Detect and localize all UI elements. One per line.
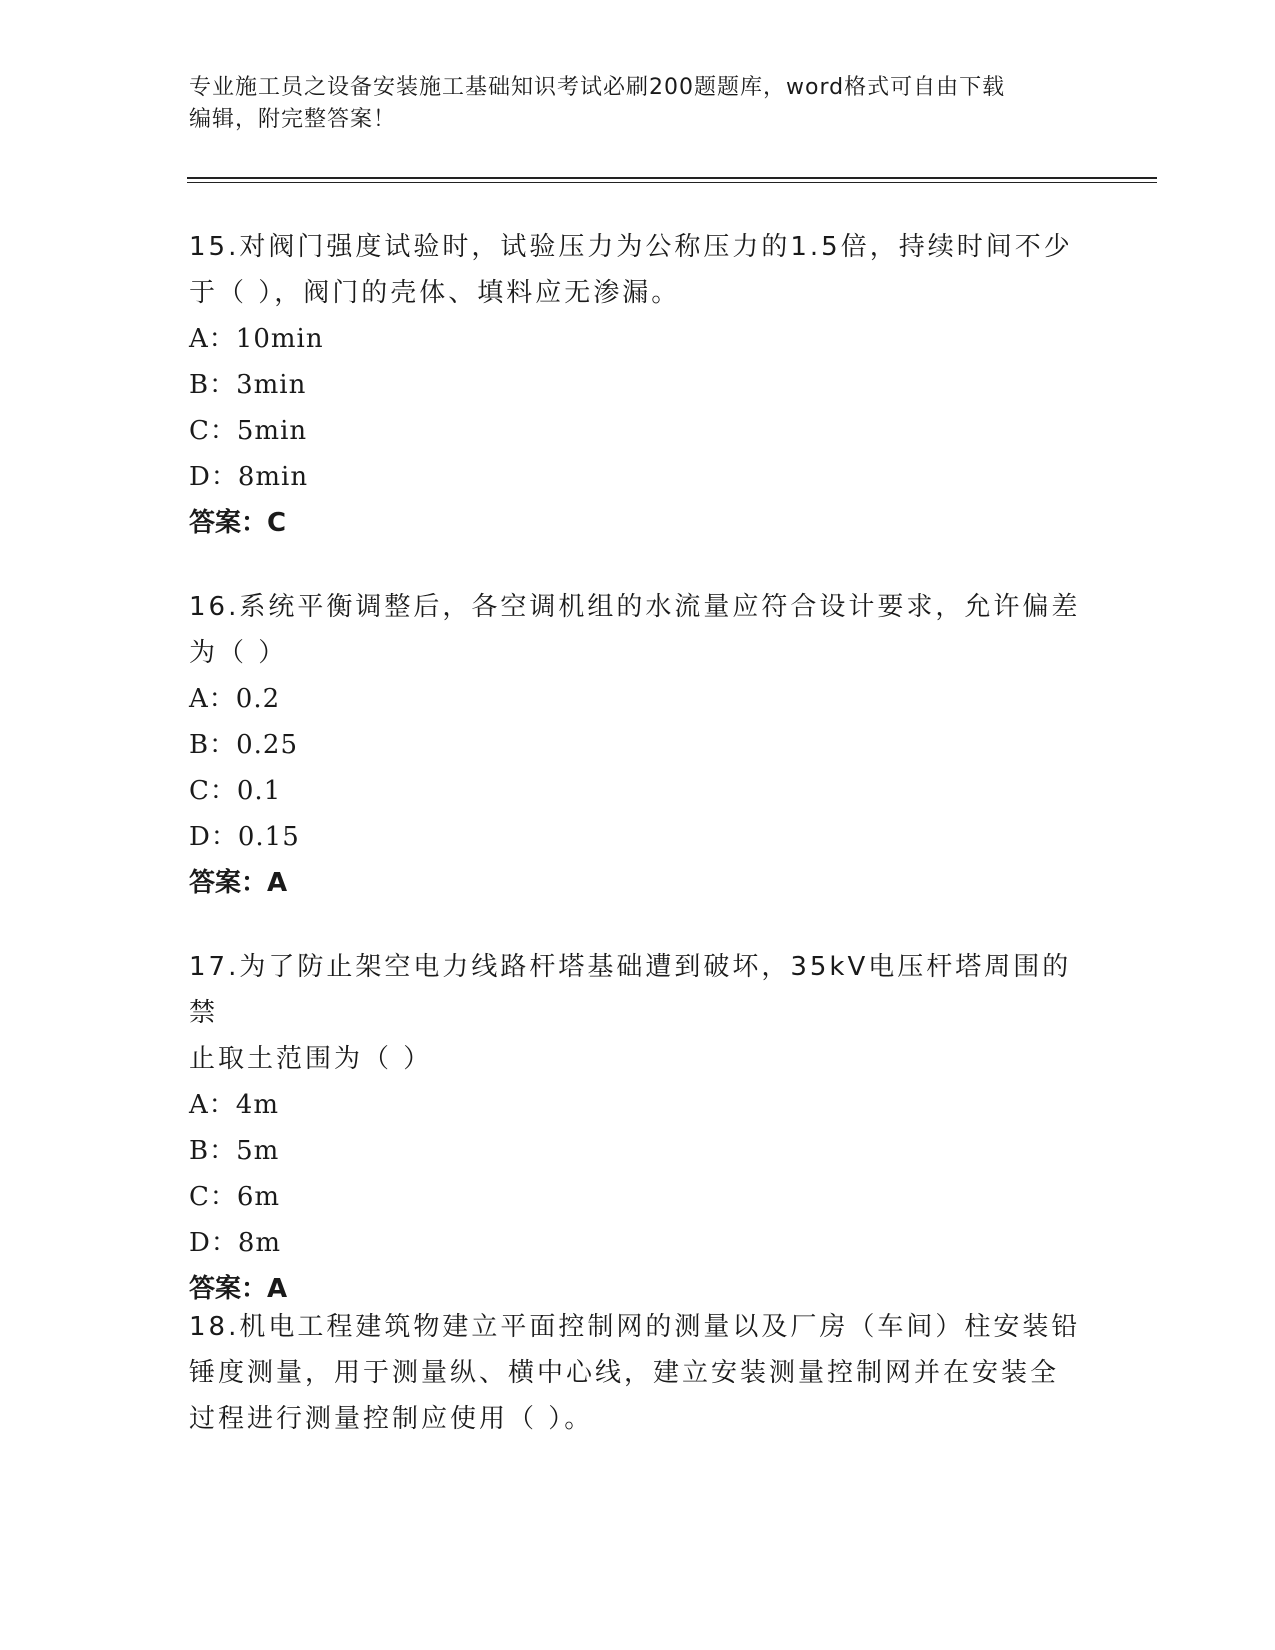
- question-stem-line: 18.机电工程建筑物建立平面控制网的测量以及厂房（车间）柱安装铅: [189, 1312, 1081, 1342]
- option-a: A：0.2: [189, 684, 281, 714]
- option-a: A：10min: [189, 324, 324, 354]
- option-b: B：0.25: [189, 730, 298, 760]
- question-15: [189, 224, 1089, 546]
- question-stem-line: 为（ ）: [189, 638, 288, 668]
- option-c: C：6m: [189, 1182, 281, 1212]
- option-a: A：4m: [189, 1090, 279, 1120]
- question-18: [189, 1304, 1089, 1442]
- question-stem-line: 15.对阀门强度试验时，试验压力为公称压力的1.5倍，持续时间不少: [189, 232, 1073, 262]
- option-b: B：5m: [189, 1136, 280, 1166]
- option-b: B：3min: [189, 370, 307, 400]
- header-title-line-1: 专业施工员之设备安装施工基础知识考试必刷200题题库，word格式可自由下载: [189, 75, 1006, 100]
- question-stem-line: 16.系统平衡调整后，各空调机组的水流量应符合设计要求，允许偏差: [189, 592, 1081, 622]
- option-d: D：0.15: [189, 822, 300, 852]
- question-stem-line: 17.为了防止架空电力线路杆塔基础遭到破坏，35kV电压杆塔周围的禁: [189, 952, 1072, 1028]
- option-c: C：5min: [189, 416, 308, 446]
- header-divider-thin: [187, 182, 1157, 183]
- answer: 答案：A: [189, 868, 288, 898]
- question-17: [189, 944, 1089, 1312]
- question-16: [189, 584, 1089, 906]
- option-d: D：8min: [189, 462, 309, 492]
- header-title-line-2: 编辑，附完整答案！: [189, 107, 397, 132]
- answer: 答案：A: [189, 1274, 288, 1304]
- question-stem-line: 止取土范围为（ ）: [189, 1044, 433, 1074]
- answer: 答案：C: [189, 508, 287, 538]
- option-c: C：0.1: [189, 776, 282, 806]
- document-header: [189, 72, 1089, 136]
- header-divider-thick: [187, 177, 1157, 179]
- question-stem-line: 过程进行测量控制应使用（ ）。: [189, 1404, 594, 1434]
- option-d: D：8m: [189, 1228, 282, 1258]
- question-stem-line: 锤度测量，用于测量纵、横中心线，建立安装测量控制网并在安装全: [189, 1358, 1060, 1388]
- question-stem-line: 于（ ），阀门的壳体、填料应无渗漏。: [189, 278, 681, 308]
